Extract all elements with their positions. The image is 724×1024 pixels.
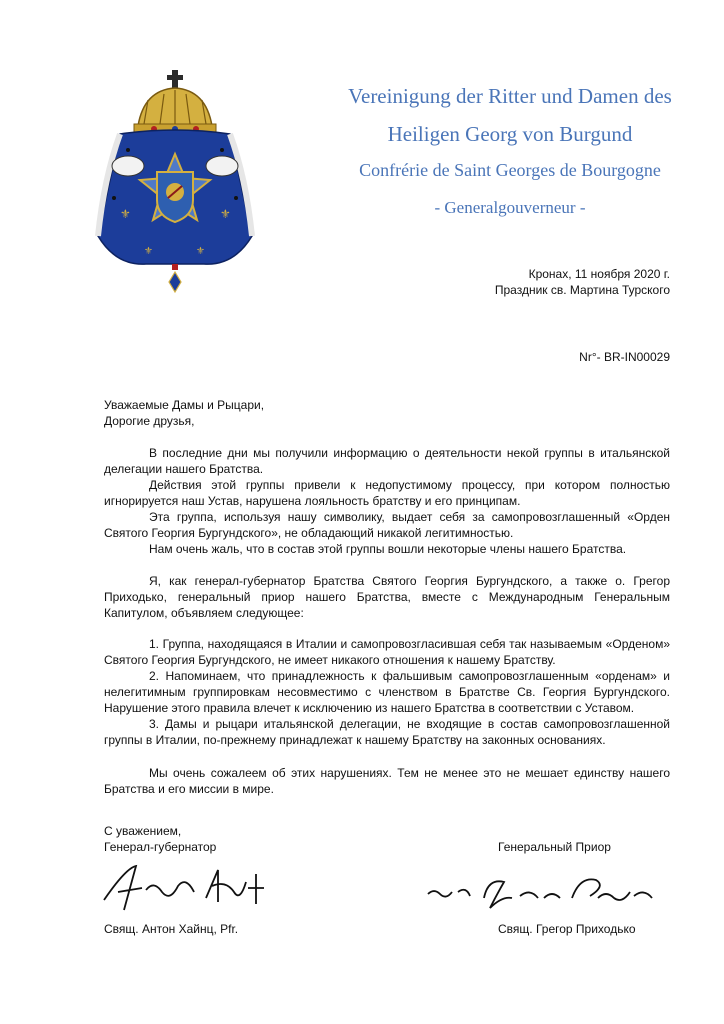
header-line-2: Heiligen Georg von Burgund bbox=[387, 122, 633, 146]
greeting-line-2: Дорогие друзья, bbox=[104, 414, 195, 428]
header-line-3: Confrérie de Saint Georges de Bourgogne bbox=[359, 160, 661, 180]
paragraph-1: В последние дни мы получили информацию о деятельности некой группы в итальянской делегации нашего Братства. bbox=[104, 446, 670, 476]
paragraph-5: Я, как генерал-губернатор Братства Святого Георгия Бургундского, а также о. Грегор Приходько, генеральный приор нашего Братства, вместе с Международным Генеральным Капитулом, объявляем следующее: bbox=[104, 574, 670, 620]
svg-text:⚜: ⚜ bbox=[120, 207, 131, 221]
list-item-2: 2. Напоминаем, что принадлежность к фальшивым самопровозглашенным «орденам» и нелегитимным группировкам несовместимо с членством в Братстве Св. Георгия Бургундского. Нарушение этого правила влечет к исключению из нашего Братства в соответствии с Уставом. bbox=[104, 669, 670, 715]
svg-text:⚜: ⚜ bbox=[196, 246, 205, 257]
svg-text:⚜: ⚜ bbox=[220, 207, 231, 221]
reference-number: Nr°- BR-IN00029 bbox=[579, 350, 670, 364]
closing: С уважением, bbox=[104, 824, 182, 838]
paragraph-6: Мы очень сожалеем об этих нарушениях. Тем не менее это не мешает единству нашего Братства и его миссии в мире. bbox=[104, 766, 670, 796]
left-signer-title: Генерал-губернатор bbox=[104, 840, 217, 854]
left-signature bbox=[96, 858, 286, 918]
coat-of-arms-icon bbox=[84, 68, 266, 304]
paragraph-4: Нам очень жаль, что в состав этой группы вошли некоторые члены нашего Братства. bbox=[149, 542, 627, 556]
right-signer-title: Генеральный Приор bbox=[498, 840, 611, 854]
paragraph-3: Эта группа, используя нашу символику, выдает себя за самопровозглашенный «Орден Святого Георгия Бургундского», не обладающий никакой легитимностью. bbox=[104, 510, 670, 540]
left-signer-name: Свящ. Антон Хайнц, Pfr. bbox=[104, 922, 239, 936]
right-signer-name: Свящ. Грегор Приходько bbox=[498, 922, 636, 936]
svg-text:⚜: ⚜ bbox=[144, 246, 153, 257]
date-line: Кронах, 11 ноября 2020 г. bbox=[528, 267, 670, 281]
greeting-line-1: Уважаемые Дамы и Рыцари, bbox=[104, 398, 265, 412]
list-item-1: 1. Группа, находящаяся в Италии и самопровозгласившая себя так называемым «Орденом» Святого Георгия Бургундского, не имеет никакого отношения к нашему Братству. bbox=[104, 637, 670, 667]
list-item-3: 3. Дамы и рыцари итальянской делегации, не входящие в состав самопровозглашенной группы в Италии, по-прежнему принадлежат к нашему Братству на законных основаниях. bbox=[104, 717, 670, 747]
feast-line: Праздник св. Мартина Турского bbox=[494, 283, 670, 297]
right-signature bbox=[420, 868, 670, 918]
header-line-1: Vereinigung der Ritter und Damen des bbox=[348, 84, 672, 108]
paragraph-2: Действия этой группы привели к недопустимому процессу, при котором полностью игнорируется наш Устав, нарушена лояльность братству и его принципам. bbox=[104, 478, 670, 508]
header-line-4: - Generalgouverneur - bbox=[434, 198, 586, 217]
